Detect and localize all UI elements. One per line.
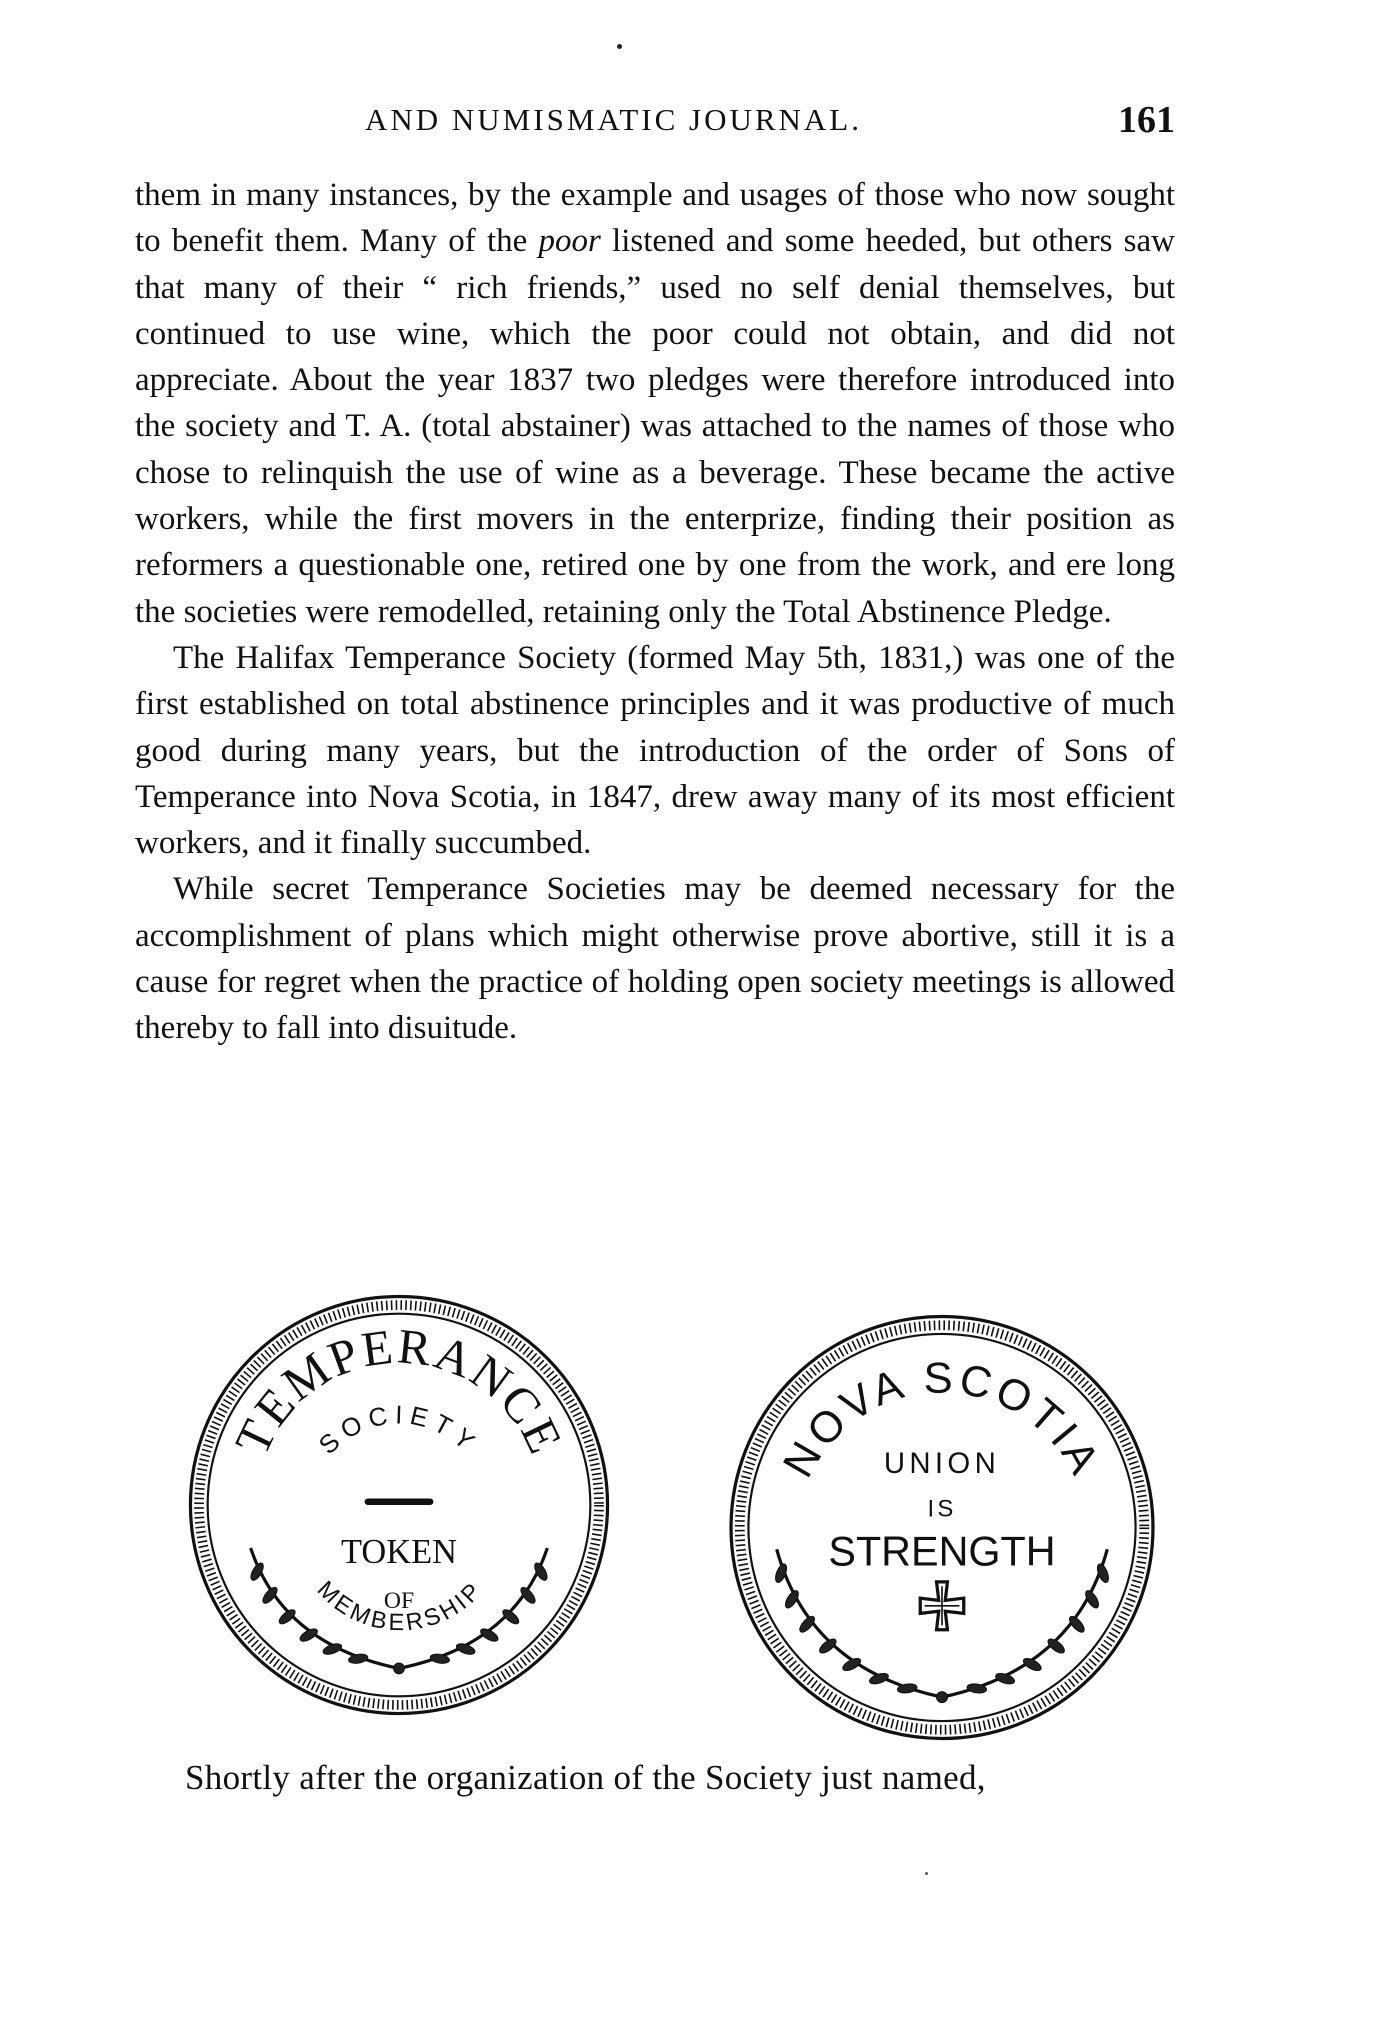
medal-left-of: OF — [383, 1588, 415, 1615]
temperance-token-illustration — [184, 1290, 614, 1720]
page-number: 161 — [1118, 99, 1175, 141]
paragraph-3: While secret Temperance Societies may be deemed necessary for the accomplishment of plans which might otherwise prove abortive, still it is a cause for regret when the practice of holding open society meetings is allowed thereby to fall into disuitude. — [135, 871, 1175, 1047]
print-speck — [925, 1872, 928, 1875]
running-head: AND NUMISMATIC JOURNAL. — [365, 102, 862, 137]
body-text — [135, 172, 1175, 1052]
paragraph-1-start: them in many instances, by the example and usages of those who now sought to benefit them. Many of the — [135, 177, 1175, 260]
cross-icon — [920, 1582, 964, 1630]
medal-left-token: TOKEN — [341, 1533, 457, 1572]
page-header — [135, 99, 1175, 146]
paragraph-1-end: listened and some heeded, but others saw that many of their “ rich friends,” used no self denial themselves, but continued to use wine, which the poor could not obtain, and did not appreciate. About the year 1837 two pledges were therefore introduced into the society and T. A. (total abstainer) was attached to the names of those who chose to relinquish the use of wine as a beverage. These became the active workers, while the first movers in the enterprize, finding their position as reformers a questionable one, retired one by one from the work, and ere long the societies were remodelled, retaining only the Total Abstinence Pledge. — [135, 223, 1175, 630]
medal-right-strength: STRENGTH — [828, 1528, 1056, 1575]
continuation-line: Shortly after the organization of the Society just named, — [185, 1758, 986, 1797]
print-speck — [617, 44, 622, 49]
medal-left-outer-arc: TEMPERANCE — [224, 1318, 574, 1464]
paragraph-1 — [135, 172, 1175, 635]
temperance-token-medal — [184, 1290, 614, 1720]
italic-word-poor: poor — [538, 223, 601, 260]
medal-left-bar — [365, 1499, 434, 1505]
medal-right-is: IS — [927, 1495, 957, 1523]
medal-right-outer-arc: NOVA SCOTIA — [774, 1354, 1110, 1486]
medal-left-bottom-arc: MEMBERSHIP — [311, 1576, 489, 1637]
nova-scotia-illustration — [722, 1310, 1162, 1745]
paragraph-2: The Halifax Temperance Society (formed May 5th, 1831,) was one of the first established on total abstinence principles and it was productive of much good during many years, but the introduction of the order of Sons of Temperance into Nova Scotia, in 1847, drew away many of its most efficient workers, and it finally succumbed. — [135, 639, 1175, 862]
medal-right-union: UNION — [883, 1447, 1001, 1481]
nova-scotia-medal — [722, 1310, 1162, 1745]
medal-left-inner-arc: SOCIETY — [313, 1401, 485, 1461]
